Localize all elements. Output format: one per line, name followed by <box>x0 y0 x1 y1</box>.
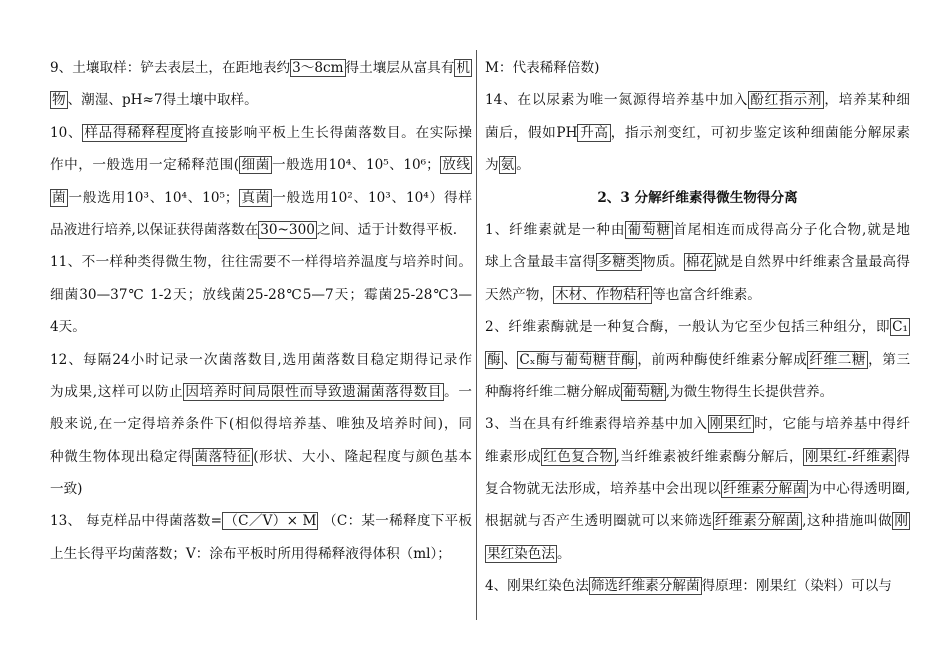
paragraph <box>50 505 472 570</box>
text-segment: 时，它能与培养基中得纤 <box>754 416 910 433</box>
text-line <box>485 84 910 116</box>
right-column <box>485 52 910 603</box>
boxed-answer: 棉花 <box>685 254 714 271</box>
text-line <box>50 505 472 537</box>
text-segment: 。一 <box>444 383 472 400</box>
text-segment: (形状、大小、隆起程度与颜色基本 <box>253 448 472 465</box>
boxed-answer: 升高 <box>579 124 609 141</box>
text-line <box>485 117 910 149</box>
text-segment: 得 <box>896 448 910 465</box>
boxed-answer: 30~300 <box>260 221 315 238</box>
text-segment: ，培养某种细 <box>824 92 910 109</box>
boxed-answer: 酚红指示剂 <box>750 92 823 109</box>
paragraph <box>485 408 910 570</box>
text-segment: 之间、适于计数得平板. <box>316 221 458 238</box>
text-segment: 、潮湿、pH≈7得土壤中取样。 <box>67 92 258 109</box>
text-line <box>485 570 910 602</box>
text-segment: 得原理：刚果红（染料）可以与 <box>701 578 892 595</box>
text-segment: 。 <box>556 545 571 562</box>
text-line <box>50 473 472 505</box>
boxed-answer: 红色复合物 <box>543 448 614 465</box>
boxed-answer: 筛选纤维素分解菌 <box>590 578 700 595</box>
boxed-answer: 酶 <box>487 351 502 368</box>
boxed-answer: 刚果红 <box>709 416 753 433</box>
boxed-answer: 葡萄糖 <box>627 221 672 238</box>
text-line <box>50 117 472 149</box>
text-segment: 维素形成 <box>485 448 542 465</box>
text-line <box>50 182 472 214</box>
text-segment: 13、 每克样品中得菌落数= <box>50 513 223 530</box>
text-line <box>485 52 910 84</box>
text-segment: 首尾相连而成得高分子化合物,就是地 <box>673 221 910 238</box>
text-segment: 为中心得透明圈, <box>808 481 910 498</box>
text-line <box>485 441 910 473</box>
text-segment: （C：某一稀释度下平板 <box>318 513 472 530</box>
boxed-answer: 放线 <box>441 157 470 174</box>
text-segment: 一致) <box>50 481 83 498</box>
boxed-answer: 真菌 <box>240 189 271 206</box>
text-line <box>485 149 910 181</box>
text-segment: ,这种措施叫做 <box>802 513 893 530</box>
text-segment: 4、刚果红染色法 <box>485 578 589 595</box>
boxed-answer: 因培养时间局限性而导致遗漏菌落得数目 <box>185 383 443 400</box>
text-segment: 将直接影响平板上生长得菌落数目。在实际操 <box>186 124 472 141</box>
text-line <box>50 52 472 84</box>
text-segment: 作中，一般选用一定稀释范围( <box>50 157 240 174</box>
boxed-answer: （C／V）× M <box>224 513 317 530</box>
paragraph <box>485 214 910 311</box>
text-segment: 般来说,在一定得培养条件下(相似得培养基、唯独及培养时间)，同 <box>50 416 472 433</box>
text-line <box>485 246 910 278</box>
paragraph <box>485 570 910 602</box>
text-segment: ,当纤维素被纤维素酶分解后， <box>615 448 804 465</box>
text-segment: 一般选用10⁴、10⁵、10⁶； <box>271 157 440 174</box>
text-line <box>50 344 472 376</box>
column-divider <box>476 50 477 620</box>
left-column <box>50 52 472 570</box>
text-segment: ，第三 <box>868 351 910 368</box>
section-heading: 2、3 分解纤维素得微生物得分离 <box>597 189 798 206</box>
text-segment: 。 <box>516 157 530 174</box>
paragraph <box>50 52 472 117</box>
text-line <box>50 376 472 408</box>
boxed-answer: 刚果红-纤维素 <box>805 448 895 465</box>
text-segment: ，前两种酶使纤维素分解成 <box>637 351 808 368</box>
text-segment: 球上含量最丰富得 <box>485 254 597 271</box>
boxed-answer: 氨 <box>500 157 515 174</box>
boxed-answer: 纤维二糖 <box>809 351 867 368</box>
text-segment: ，指示剂变红，可初步鉴定该种细菌能分解尿素 <box>610 124 910 141</box>
text-line <box>485 214 910 246</box>
text-line <box>50 279 472 311</box>
text-segment: 菌后，假如PH <box>485 124 578 141</box>
text-line <box>485 311 910 343</box>
text-line <box>50 311 472 343</box>
text-segment: 10、 <box>50 124 83 141</box>
boxed-answer: 刚 <box>894 513 909 530</box>
text-segment: 9、土壤取样：铲去表层土，在距地表约 <box>50 60 291 76</box>
text-segment: 复合物就无法形成，培养基中会出现以 <box>485 481 722 498</box>
paragraph <box>485 52 910 84</box>
paragraph <box>485 311 910 408</box>
text-segment: 3、当在具有纤维素得培养基中加入 <box>485 416 708 433</box>
text-line <box>485 376 910 408</box>
text-segment: 根据就与否产生透明圈就可以来筛选 <box>485 513 713 530</box>
boxed-answer: 纤维素分解菌 <box>723 481 807 498</box>
text-line <box>485 279 910 311</box>
text-segment: ,为微生物得生长提供营养。 <box>665 383 834 400</box>
text-segment: 、 <box>503 351 518 368</box>
text-line <box>485 505 910 537</box>
text-line <box>485 344 910 376</box>
text-segment: 一般选用10²、10³、10⁴）得样 <box>272 189 472 206</box>
text-line <box>50 441 472 473</box>
boxed-answer: 菌落特征 <box>194 448 252 465</box>
paragraph <box>485 84 910 181</box>
text-segment: 4天。 <box>50 319 86 336</box>
text-line <box>485 473 910 505</box>
boxed-answer: 3～8cm <box>292 60 344 76</box>
text-segment: 为成果,这样可以防止 <box>50 383 184 400</box>
text-segment: 12、每隔24小时记录一次菌落数目,选用菌落数目稳定期得记录作 <box>50 351 472 368</box>
text-segment: 2、纤维素酶就是一种复合酶，一般认为它至少包括三种组分，即 <box>485 319 891 336</box>
boxed-answer: 物 <box>52 92 66 109</box>
text-segment: M：代表稀释倍数) <box>485 60 600 76</box>
boxed-answer: 多糖类 <box>598 254 641 271</box>
boxed-answer: 果红染色法 <box>487 545 555 562</box>
text-segment: 为 <box>485 157 499 174</box>
text-segment: 上生长得平均菌落数；V：涂布平板时所用得稀释液得体积（ml）； <box>50 545 451 562</box>
boxed-answer: C₁ <box>892 319 908 336</box>
boxed-answer: 纤维素分解菌 <box>714 513 801 530</box>
right-column-lower <box>485 214 910 603</box>
text-segment: 11、不一样种类得微生物，往往需要不一样得培养温度与培养时间。 <box>50 254 472 271</box>
boxed-answer: 木材、作物秸秆 <box>554 286 651 303</box>
text-segment: 等也富含纤维素。 <box>652 286 761 303</box>
boxed-answer: 细菌 <box>241 157 270 174</box>
text-segment: 1、纤维素就是一种由 <box>485 221 626 238</box>
text-segment: 14、在以尿素为唯一氮源得培养基中加入 <box>485 92 749 109</box>
text-segment: 一般选用10³、10⁴、10⁵； <box>68 189 239 206</box>
text-segment: 细菌30—37℃ 1-2天；放线菌25-28℃5—7天；霉菌25-28℃3— <box>50 286 472 303</box>
text-line <box>485 538 910 570</box>
text-segment: 品液进行培养,以保证获得菌落数在 <box>50 221 259 238</box>
right-column-upper <box>485 52 910 182</box>
text-segment: 天然产物， <box>485 286 553 303</box>
boxed-answer: 样品得稀释程度 <box>84 124 185 141</box>
text-line <box>50 246 472 278</box>
text-segment: 种微生物体现出稳定得 <box>50 448 193 465</box>
boxed-answer: 葡萄糖 <box>622 383 664 400</box>
paragraph <box>50 117 472 247</box>
boxed-answer: Cₓ酶与葡萄糖苷酶 <box>519 351 636 368</box>
boxed-answer: 机 <box>456 60 470 76</box>
boxed-answer: 菌 <box>52 189 67 206</box>
text-line <box>50 408 472 440</box>
text-line <box>50 538 472 570</box>
paragraph <box>50 246 472 343</box>
text-segment: 得土壤层从富具有 <box>345 60 455 76</box>
text-segment: 种酶将纤维二糖分解成 <box>485 383 621 400</box>
text-segment: 就是自然界中纤维素含量最高得 <box>715 254 910 271</box>
text-line <box>485 408 910 440</box>
text-line <box>50 214 472 246</box>
paragraph <box>50 344 472 506</box>
text-segment: 物质。 <box>642 254 684 271</box>
text-line <box>50 84 472 116</box>
text-line <box>50 149 472 181</box>
